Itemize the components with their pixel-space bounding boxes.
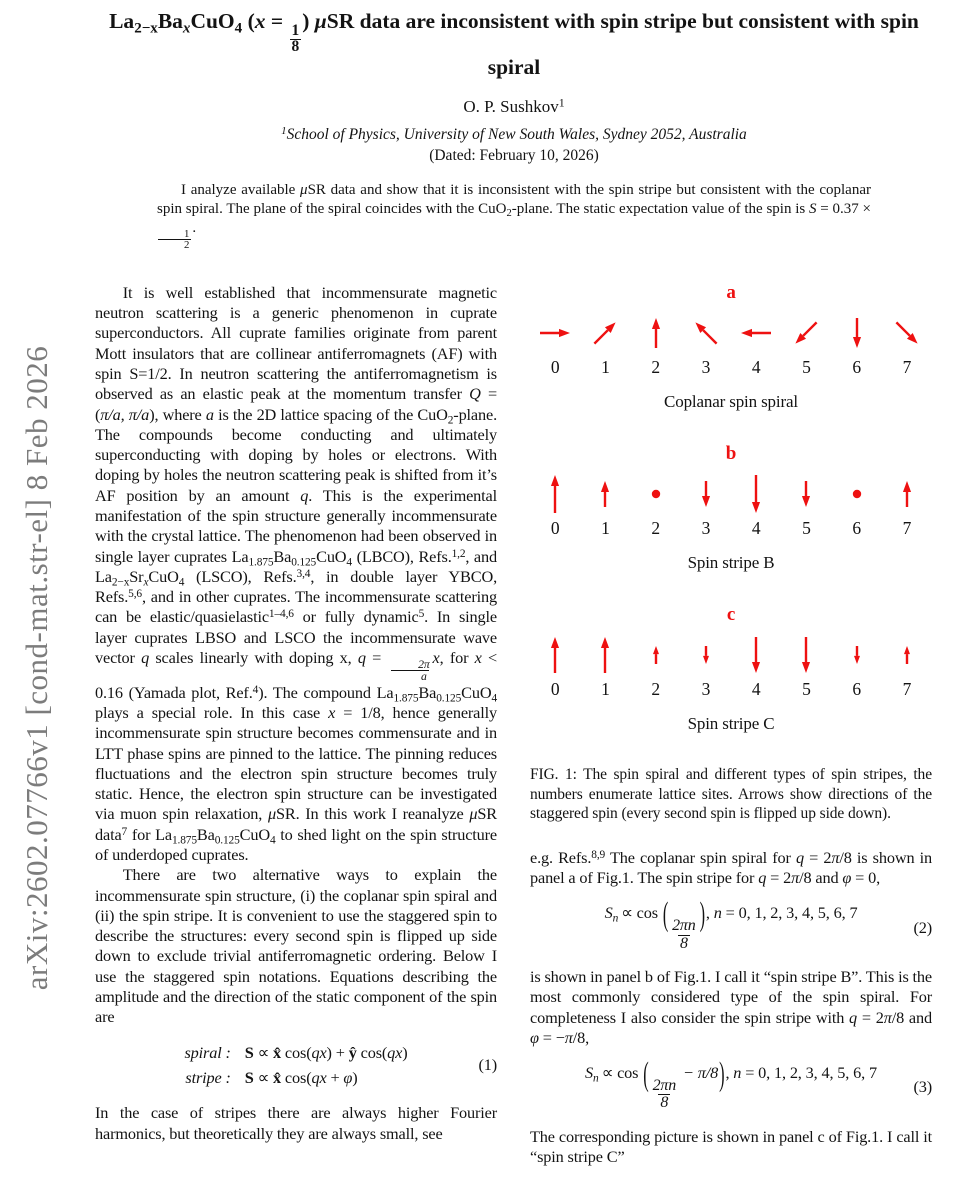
figure-panel-a [530, 283, 932, 413]
figure-panel-c [530, 605, 932, 735]
site-number-row [530, 679, 932, 699]
site-number: 1 [601, 517, 610, 538]
spin-arrow-row [530, 471, 932, 517]
spin-arrow [731, 310, 781, 356]
site-number: 5 [802, 678, 811, 699]
paragraph: In the case of stripes there are always higher Fourier harmonics, but theoretically they are always small, see [95, 1103, 497, 1143]
equation-body: $S_n \propto \cos$ ( $\frac{2\pi n}{8}$ ), n = 0, 1, 2, 3, 4, 5, 6, 7 [604, 894, 858, 952]
left-column [95, 283, 497, 1168]
spin-arrow [731, 632, 781, 678]
equation-number: (3) [913, 1077, 932, 1097]
site-number: 0 [550, 517, 560, 538]
equation-1-rows [184, 1043, 407, 1089]
site-number: 1 [601, 678, 610, 699]
equation-3 [530, 1054, 932, 1112]
spin-dot [832, 471, 882, 517]
equation-2 [530, 894, 932, 952]
site-number: 3 [701, 517, 711, 538]
affiliation-mark: 1 [281, 125, 287, 138]
figure-caption: FIG. 1: The spin spiral and different types of spin stripes, the numbers enumerate lattice sites. Arrows show directions of the staggered spin (every second spin is flipped up side down). [530, 766, 932, 823]
panel-caption: Coplanar spin spiral [664, 392, 798, 412]
site-number-row [530, 518, 932, 538]
paragraph: It is well established that incommensurate magnetic neutron scattering is a generic phenomenon in cuprate superconductors. All cuprate families originate from parent Mott insulators that are collinear antiferromagnets (AF) with spin S=1/2. In neutron scattering the antiferromagnetism is observed as an elastic peak at the momentum transfer Q = (π/a, π/a), where a is the 2D lattice spacing of the CuO$_2$-plane. The compounds become conducting and ultimately superconducting with doping by holes or electrons. With doping by holes the neutron scattering peak is shifted from it’s AF position by an amount q. This is the experimental manifestation of the spin structure generally incommensurate with the crystal lattice. The phenomenon had been observed in single layer cuprates $La_{1.875}Ba_{0.125}CuO_4$ (LBCO), Refs.$^{1,2}$, and $La_{2-x}Sr_xCuO_4$ (LSCO), Refs.$^{3,4}$, in double layer YBCO, Refs.$^{5,6}$, and in other cuprates. The incommensurate scattering can be elastic/quasielastic$^{1-4,6}$ or fully dynamic$^5$. In single layer cuprates LBSO and LSCO the incommensurate wave vector q scales linearly with doping x, q = $\frac{2\pi}{a}$ x, for x < 0.16 (Yamada plot, Ref.$^4$). The compound $La_{1.875}Ba_{0.125}CuO_4$ plays a special role. In this case x = 1/8, hence generally incommensurate spin structure becomes commensurate and in LTT phase spins are pinned to the lattice. The pinning reduces fluctuations and the electron spin structure becomes truly static. Hence, the electron spin structure can be investigated via muon spin relaxation, μSR. In this work I reanalyze μSR data$^7$ for $La_{1.875}Ba_{0.125}CuO_4$ to shed light on the spin structure of underdoped cuprates. [95, 282, 498, 864]
spin-arrow [580, 310, 630, 356]
author-name: O. P. Sushkov [463, 97, 559, 117]
equation-number: (2) [913, 917, 932, 937]
spin-arrow [882, 471, 932, 517]
figure-panels [530, 283, 932, 735]
site-number: 7 [902, 678, 912, 699]
spin-arrow [781, 632, 831, 678]
equation-body: $S_n \propto \cos$ ( $\frac{2\pi n}{8}$ − π/8), n = 0, 1, 2, 3, 4, 5, 6, 7 [585, 1054, 877, 1112]
spin-arrow [832, 632, 882, 678]
equation-lhs: spiral : [184, 1042, 231, 1062]
site-number: 7 [902, 357, 912, 378]
site-number: 5 [802, 357, 811, 378]
spin-arrow-row [530, 310, 932, 356]
site-number: 2 [651, 357, 660, 378]
spin-arrow [530, 632, 580, 678]
spin-arrow [832, 310, 882, 356]
spin-arrow [681, 310, 731, 356]
right-column [530, 283, 932, 1168]
figure-panel-b [530, 444, 932, 574]
spin-arrow [681, 471, 731, 517]
site-number: 6 [852, 517, 861, 538]
spin-arrow [781, 310, 831, 356]
abstract: I analyze available μSR data and show that it is inconsistent with the spin stripe but consistent with the coplanar spin spiral. The plane of the spiral coincides with the CuO$_2$-plane. The static expectation value of the spin is S = 0.37 × $\frac{1}{2}$ . [157, 182, 872, 252]
paragraph: e.g. Refs.$^{8,9}$ The coplanar spin spiral for q = 2π/8 is shown in panel a of Fig.1. The spin stripe for q = 2π/8 and φ = 0, [530, 847, 932, 888]
site-number-row [530, 357, 932, 377]
panel-label-c: c [726, 603, 736, 625]
site-number: 5 [802, 517, 811, 538]
equation-lhs: stripe : [185, 1067, 231, 1087]
paper-page [95, 8, 933, 1167]
spin-arrow [580, 471, 630, 517]
author [95, 97, 933, 117]
paragraph: There are two alternative ways to explain the incommensurate spin structure, (i) the coplanar spin spiral and (ii) the spin stripe. It is convenient to use the staggered spin to describe the structures: every second spin is flipped up side down to exclude trivial antiferromagnetic ordering. Below I use the staggered spin notations. Equations describing the amplitude and the direction of the static component of the spin are [95, 865, 497, 1027]
spin-arrow [631, 310, 681, 356]
panel-caption: Spin stripe B [687, 553, 775, 573]
site-number: 6 [852, 357, 861, 378]
spin-dot [631, 471, 681, 517]
affiliation-text: School of Physics, University of New South Wales, Sydney 2052, Australia [286, 126, 747, 144]
site-number: 3 [701, 357, 711, 378]
panel-caption: Spin stripe C [687, 714, 775, 734]
spin-arrow [530, 310, 580, 356]
figure-1 [530, 283, 932, 824]
site-number: 0 [550, 357, 560, 378]
paragraph: The corresponding picture is shown in panel c of Fig.1. I call it “spin stripe C” [530, 1126, 932, 1167]
site-number: 0 [550, 678, 560, 699]
spin-arrow [580, 632, 630, 678]
panel-label-a: a [726, 281, 736, 303]
dateline: (Dated: February 10, 2026) [429, 147, 599, 165]
site-number: 2 [651, 678, 660, 699]
spin-arrow-row [530, 632, 932, 678]
site-number: 3 [701, 678, 711, 699]
site-number: 6 [852, 678, 861, 699]
paper-title: $La_{2-x}Ba_xCuO_4$ (x = $\frac{1}{8}$ ) μSR data are inconsistent with spin stripe but consistent with spin spiral [109, 9, 919, 80]
site-number: 7 [902, 517, 912, 538]
affiliation [95, 126, 933, 144]
arxiv-watermark: arXiv:2602.07766v1 [cond-mat.str-el] 8 Feb 2026 [19, 345, 54, 991]
author-affiliation-mark: 1 [558, 96, 565, 111]
spin-arrow [731, 471, 781, 517]
paragraph: is shown in panel b of Fig.1. I call it “spin stripe B”. This is the most commonly considered type of the spin spiral. For completeness I also consider the spin stripe with q = 2π/8 and φ = −π/8, [530, 967, 932, 1047]
equation-rhs: S ∝ x̂ cos(qx + φ) [244, 1067, 358, 1087]
panel-label-b: b [725, 442, 737, 464]
two-column-body [95, 283, 933, 1168]
spin-arrow [882, 632, 932, 678]
site-number: 1 [601, 357, 610, 378]
equation-rhs: S ∝ x̂ cos(qx) + ŷ cos(qx) [244, 1042, 408, 1062]
equation-number: (1) [478, 1055, 497, 1075]
site-number: 4 [751, 678, 761, 699]
site-number: 4 [751, 517, 761, 538]
spin-arrow [631, 632, 681, 678]
spin-arrow [681, 632, 731, 678]
site-number: 4 [751, 357, 761, 378]
site-number: 2 [651, 517, 660, 538]
equation-1 [95, 1043, 497, 1089]
spin-arrow [882, 310, 932, 356]
spin-arrow [781, 471, 831, 517]
spin-arrow [530, 471, 580, 517]
